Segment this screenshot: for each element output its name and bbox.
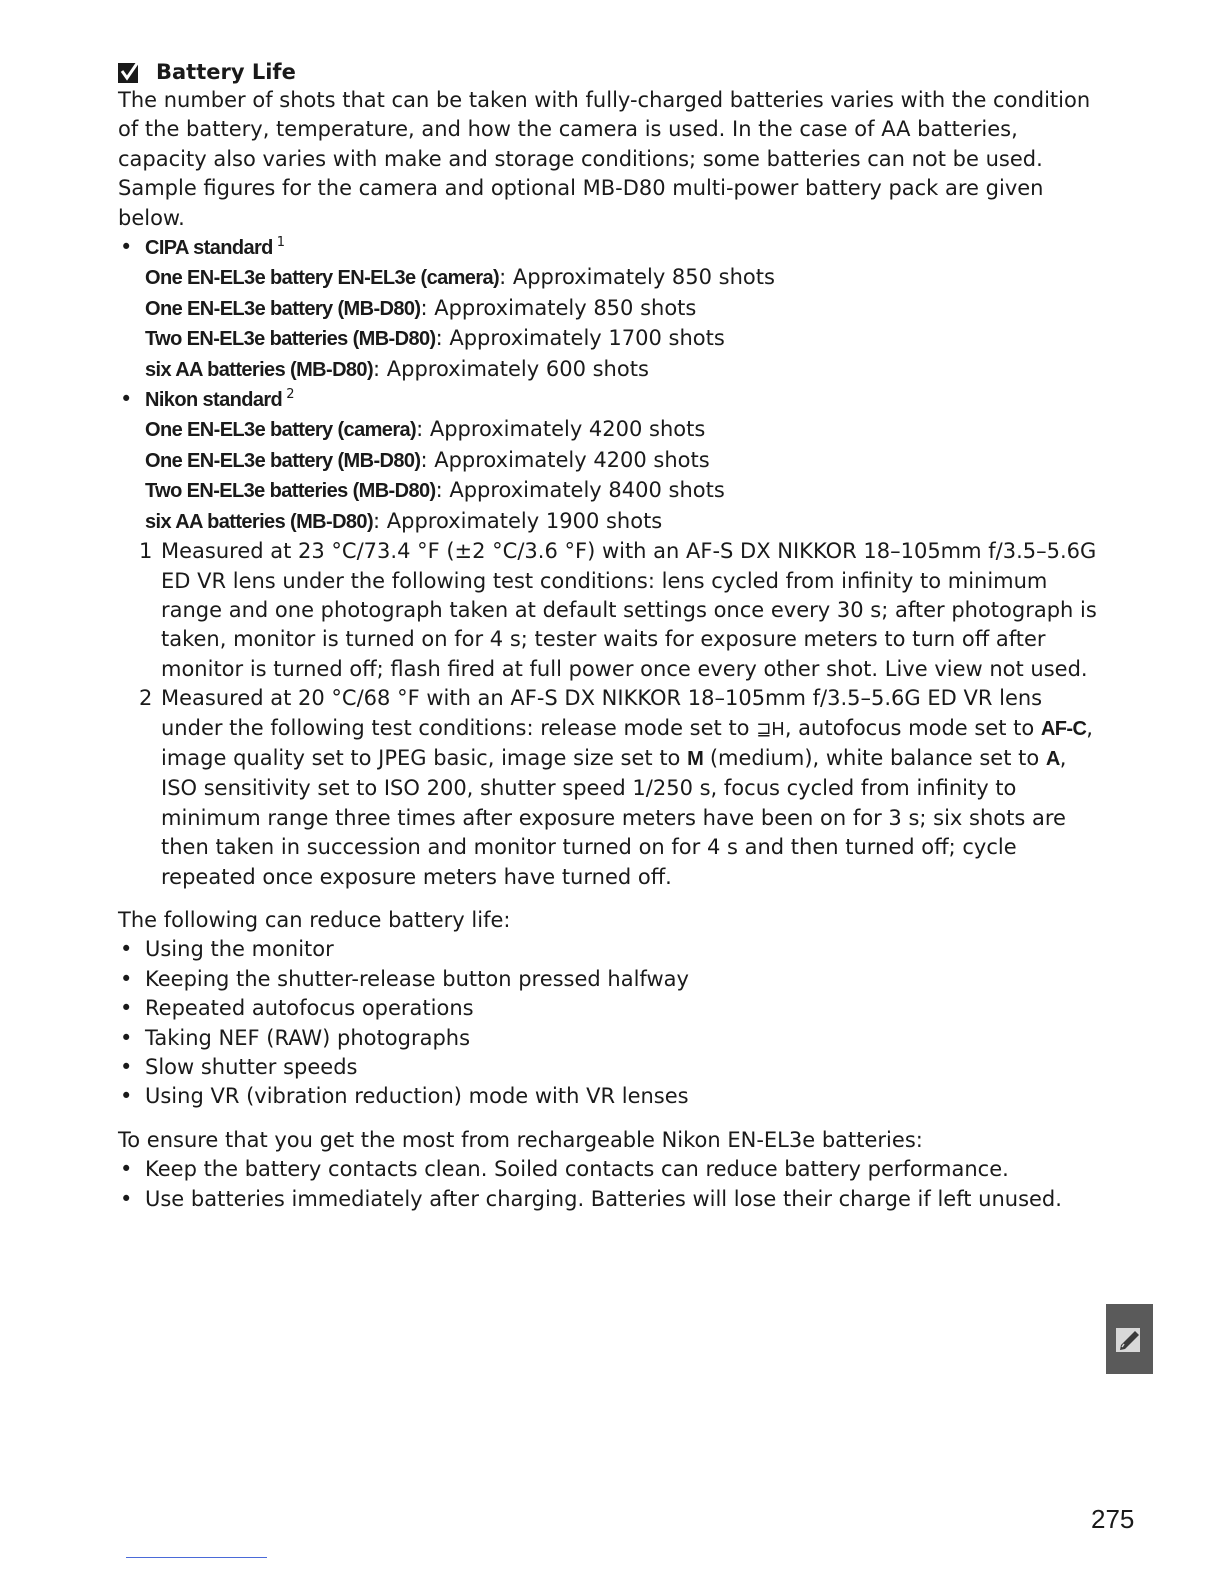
- table-row: One EN-EL3e battery (MB-D80): Approximately 4200 shots: [145, 447, 710, 472]
- notes-pencil-icon: [1113, 1323, 1145, 1355]
- table-row: One EN-EL3e battery (camera): Approximately 4200 shots: [145, 417, 706, 442]
- table-row: One EN-EL3e battery EN-EL3e (camera): Approximately 850 shots: [145, 265, 775, 290]
- footnote-2: 2 Measured at 20 °C/68 °F with an AF-S DX NIKKOR 18–105mm f/3.5–5.6G ED VR lens under the following test conditions: release mode set to ⊒H, autofocus mode set to AF-C, image quality set to JPEG basic, image size set to M (medium), white balance set to A, ISO sensitivity set to ISO 200, shutter speed 1/250 s, focus cycled from infinity to minimum range three times after exposure meters have been on for 3 s; six shots are then taken in succession and monitor turned on for 4 s and then turned off; cycle repeated once exposure meters have turned off.: [139, 686, 1093, 889]
- list-item: • Using VR (vibration reduction) mode with VR lenses: [118, 1082, 1098, 1111]
- section-title: Battery Life: [156, 60, 296, 84]
- list-item-cipa: [118, 233, 1098, 263]
- reduce-list: [118, 935, 1098, 1111]
- footnote-ref-1: 1: [276, 235, 286, 251]
- list-item: • Slow shutter speeds: [118, 1053, 1098, 1082]
- standards-list: [118, 233, 1098, 537]
- footnote-1: 1 Measured at 23 °C/73.4 °F (±2 °C/3.6 °F) with an AF-S DX NIKKOR 18–105mm f/3.5–5.6G ED VR lens under the following test conditions: lens cycled from infinity to minimum range and one photograph taken at default settings once every 30 s; after photograph is taken, monitor is turned on for 4 s; tester waits for exposure meters to turn off after monitor is turned off; flash fired at full power once every other shot. Live view not used.: [139, 539, 1097, 681]
- continuous-high-icon: ⊒H: [756, 718, 785, 740]
- footer-rule: [126, 1557, 267, 1558]
- reduce-intro: The following can reduce battery life:: [118, 907, 511, 932]
- table-row: six AA batteries (MB-D80): Approximately 1900 shots: [145, 508, 663, 533]
- intro-paragraph: The number of shots that can be taken with fully-charged batteries varies with the condition of the battery, temperature, and how the camera is used. In the case of AA batteries, capacity also varies with make and storage conditions; some batteries can not be used. Sample figures for the camera and optional MB-D80 multi-power battery pack are given below.: [118, 88, 1091, 230]
- list-item: • Using the monitor: [118, 935, 1098, 964]
- list-item: • Keeping the shutter-release button pressed halfway: [118, 965, 1098, 994]
- page-content: [118, 58, 1098, 1214]
- ensure-list: [118, 1155, 1098, 1214]
- table-row: Two EN-EL3e batteries (MB-D80): Approximately 1700 shots: [145, 326, 725, 351]
- page-number: 275: [1091, 1504, 1135, 1534]
- nikon-label: Nikon standard: [145, 389, 283, 412]
- list-item: • Taking NEF (RAW) photographs: [118, 1024, 1098, 1053]
- list-item: • Keep the battery contacts clean. Soiled contacts can reduce battery performance.: [118, 1155, 1098, 1184]
- section-side-tab[interactable]: [1106, 1304, 1153, 1374]
- cipa-label: CIPA standard: [145, 237, 273, 260]
- ensure-intro: To ensure that you get the most from rechargeable Nikon EN-EL3e batteries:: [118, 1127, 923, 1152]
- footnote-ref-2: 2: [286, 387, 295, 403]
- checkmark-note-icon: [118, 61, 140, 83]
- section-heading: [118, 58, 1098, 86]
- table-row: Two EN-EL3e batteries (MB-D80): Approximately 8400 shots: [145, 478, 725, 503]
- list-item: • Use batteries immediately after charging. Batteries will lose their charge if left unused.: [118, 1185, 1098, 1214]
- table-row: One EN-EL3e battery (MB-D80): Approximately 850 shots: [145, 295, 697, 320]
- list-item: • Repeated autofocus operations: [118, 994, 1098, 1023]
- list-item-nikon: [118, 385, 1098, 415]
- table-row: six AA batteries (MB-D80): Approximately 600 shots: [145, 356, 649, 381]
